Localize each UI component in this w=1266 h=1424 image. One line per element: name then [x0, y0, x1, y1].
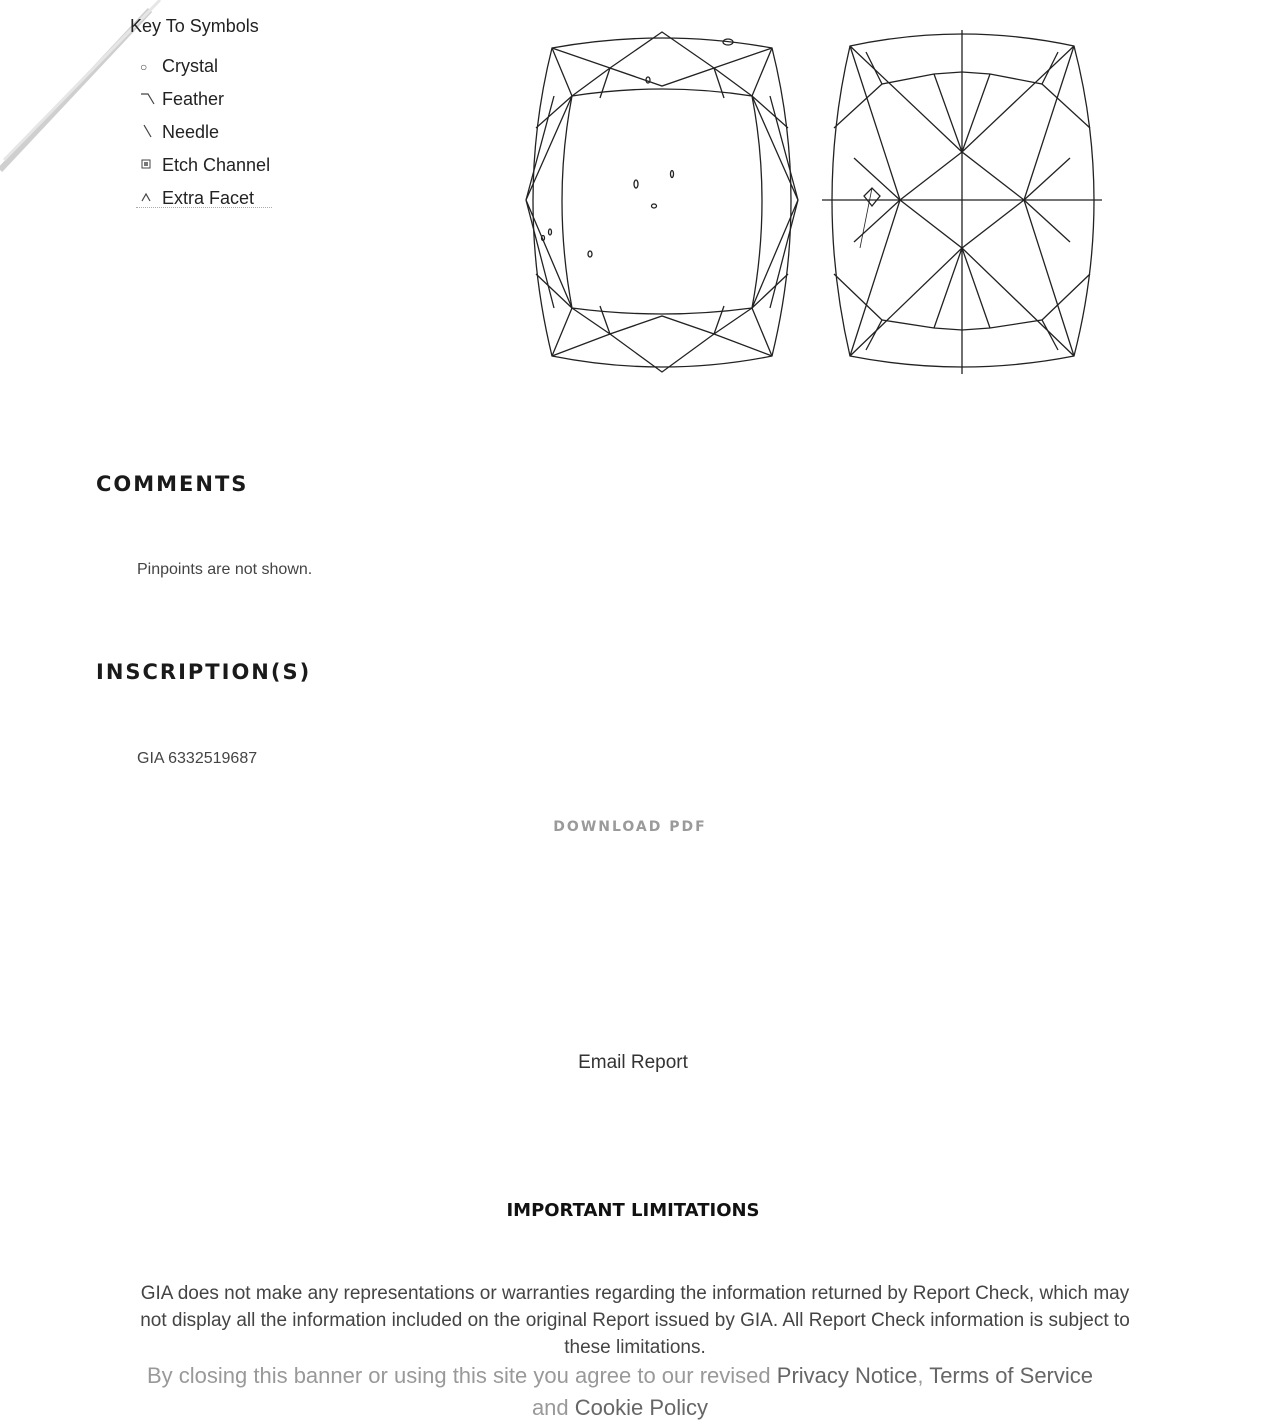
banner-text: By closing this banner or using this site you agree to our revised	[146, 1363, 777, 1388]
pavilion-view-diagram	[822, 30, 1102, 374]
inscription-value: GIA 6332519687	[137, 750, 258, 767]
etch-channel-icon	[140, 158, 162, 173]
download-pdf-button[interactable]: DOWNLOAD PDF	[520, 818, 740, 836]
banner-comma: ,	[917, 1363, 930, 1388]
extra-facet-icon	[140, 191, 162, 206]
privacy-notice-link[interactable]: Privacy Notice	[776, 1363, 918, 1388]
key-item-label: Needle	[162, 122, 220, 142]
needle-icon	[140, 124, 162, 141]
key-item-label: Feather	[162, 89, 225, 109]
crystal-icon: ○	[140, 59, 148, 74]
comments-text: Pinpoints are not shown.	[137, 561, 313, 578]
important-limitations-text: GIA does not make any representations or warranties regarding the information returned by Report Check, which may not display all the information included on the original Report issued by GIA. All Report Check information is subject to these limitations.	[140, 1283, 1130, 1358]
crown-view-diagram	[526, 32, 798, 372]
feather-icon	[140, 91, 162, 108]
email-report-link[interactable]: Email Report	[578, 1052, 688, 1073]
comments-heading: COMMENTS	[96, 472, 249, 496]
key-item-extra-facet	[140, 182, 270, 215]
key-item-etch-channel	[140, 149, 270, 182]
banner-and: and	[531, 1395, 575, 1420]
key-item-label: Extra Facet	[162, 188, 255, 208]
key-to-symbols-title: Key To Symbols	[130, 16, 259, 36]
cookie-consent-banner	[140, 1360, 1100, 1420]
key-item-label: Crystal	[162, 56, 219, 76]
key-item-feather	[140, 83, 270, 116]
key-item-crystal	[140, 50, 270, 83]
key-symbol-list	[140, 50, 270, 215]
key-item-needle	[140, 116, 270, 149]
important-limitations-heading: IMPORTANT LIMITATIONS	[506, 1200, 760, 1221]
cookie-policy-link[interactable]: Cookie Policy	[574, 1395, 709, 1420]
plotting-diagrams	[520, 28, 1120, 388]
inscriptions-heading: INSCRIPTION(S)	[96, 660, 312, 684]
key-item-label: Etch Channel	[162, 155, 271, 175]
terms-of-service-link[interactable]: Terms of Service	[929, 1363, 1094, 1388]
key-divider	[136, 207, 272, 208]
